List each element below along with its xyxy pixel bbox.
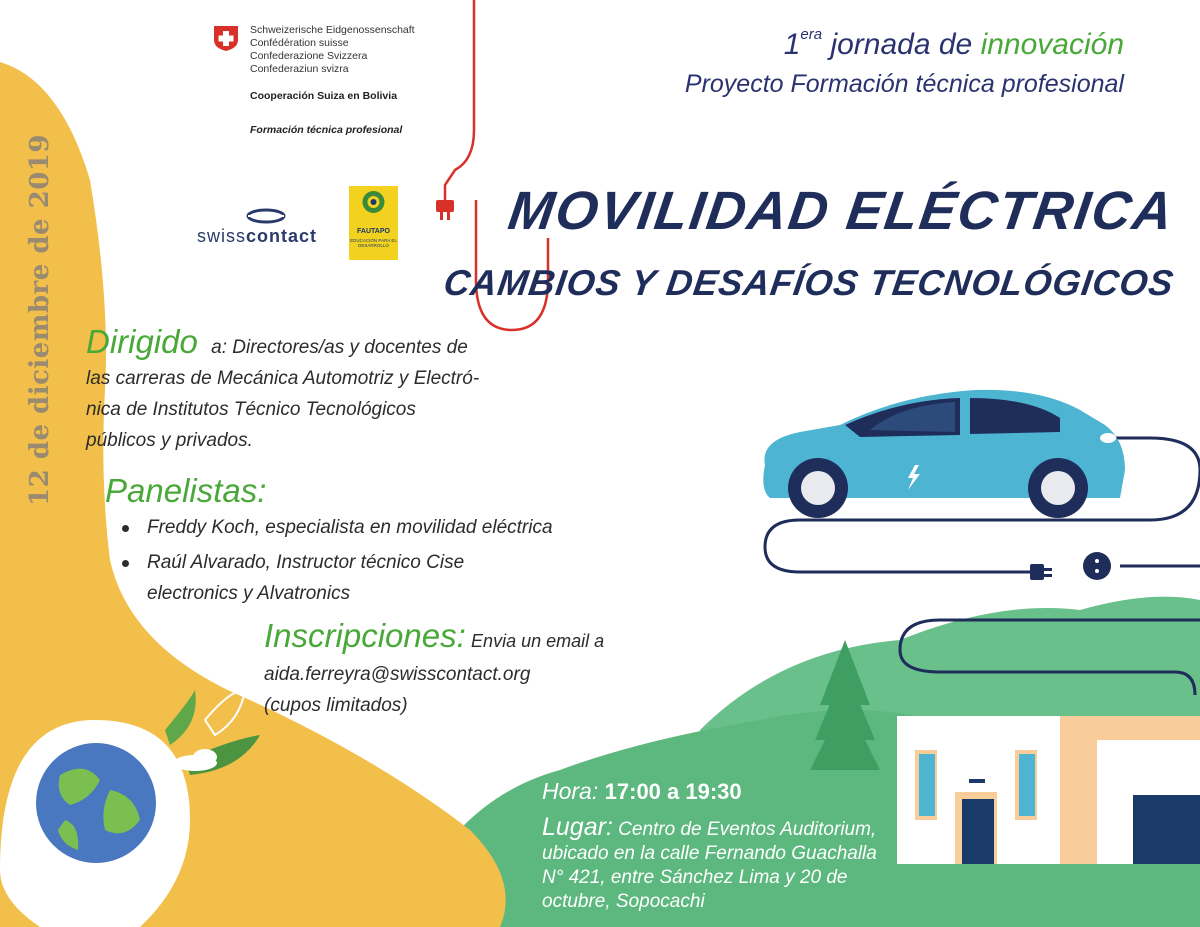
swisscontact-logo-icon bbox=[244, 207, 288, 225]
main-subtitle: CAMBIOS Y DESAFÍOS TECNOLÓGICOS bbox=[441, 262, 1177, 303]
jornada-number: 1 bbox=[783, 28, 801, 61]
dirigido-heading: Dirigido bbox=[86, 323, 198, 360]
electric-car-icon bbox=[763, 390, 1125, 518]
inscripciones-section bbox=[264, 617, 644, 721]
swisscontact-wordmark bbox=[197, 226, 317, 247]
swiss-confederation-text bbox=[250, 24, 415, 76]
event-date bbox=[10, 134, 70, 506]
list-item: Raúl Alvarado, Instructor técnico Cise electronics y Alvatronics bbox=[120, 547, 497, 609]
innovacion-text: innovación bbox=[980, 28, 1124, 61]
jornada-ordinal: era bbox=[800, 26, 823, 43]
list-item: Freddy Koch, especialista en movilidad eléctrica bbox=[120, 512, 590, 543]
program-name: Formación técnica profesional bbox=[250, 124, 403, 136]
swiss-line-rm: Confederaziun svizra bbox=[250, 63, 349, 75]
hora-info bbox=[542, 778, 742, 805]
fautapo-name: FAUTAPO bbox=[357, 228, 390, 235]
swisscontact-part2: contact bbox=[246, 226, 318, 246]
swiss-line-de: Schweizerische Eidgenossenschaft bbox=[250, 24, 415, 36]
main-title: MOVILIDAD ELÉCTRICA bbox=[504, 181, 1179, 241]
fautapo-logo bbox=[349, 186, 398, 260]
globe-icon bbox=[0, 720, 190, 927]
lugar-info bbox=[542, 815, 892, 914]
dirigido-section bbox=[86, 323, 486, 456]
cupos-note: (cupos limitados) bbox=[264, 695, 408, 716]
fautapo-tagline: EDUCACIÓN PARA EL DESARROLLO bbox=[350, 238, 397, 248]
hora-value: 17:00 a 19:30 bbox=[604, 779, 742, 804]
email-link[interactable]: aida.ferreyra@swisscontact.org bbox=[264, 664, 531, 685]
swiss-line-fr: Confédération suisse bbox=[250, 37, 349, 49]
dirigido-text: a: Directores/as y docentes de las carreras de Mecánica Automotriz y Electró-nica de Institutos Técnico Tecnológicos públicos y privados. bbox=[86, 337, 480, 451]
lugar-label: Lugar: bbox=[542, 813, 613, 841]
inscripciones-heading: Inscripciones: bbox=[264, 617, 466, 654]
date-text: 12 de diciembre de 2019 bbox=[25, 134, 55, 506]
swiss-line-it: Confederazione Svizzera bbox=[250, 50, 368, 62]
proyecto-subtitle: Proyecto Formación técnica profesional bbox=[684, 70, 1124, 98]
jornada-title bbox=[784, 28, 1124, 62]
panelistas-list bbox=[120, 512, 590, 613]
swisscontact-part1: swiss bbox=[197, 226, 246, 246]
hora-label: Hora: bbox=[542, 778, 599, 804]
inscripciones-line1: Envia un email a bbox=[471, 631, 605, 651]
lugar-text: Centro de Eventos Auditorium, ubicado en la calle Fernando Guachalla N° 421, entre Sánchez Lima y 20 de octubre, Sopocachi bbox=[542, 819, 877, 912]
house-icon bbox=[897, 716, 1200, 864]
panelistas-heading: Panelistas: bbox=[105, 472, 267, 509]
cooperacion-suiza: Cooperación Suiza en Bolivia bbox=[250, 90, 398, 102]
jornada-text: jornada de bbox=[822, 28, 981, 61]
fautapo-emblem-icon bbox=[357, 190, 390, 214]
swiss-flag-icon bbox=[212, 24, 240, 52]
